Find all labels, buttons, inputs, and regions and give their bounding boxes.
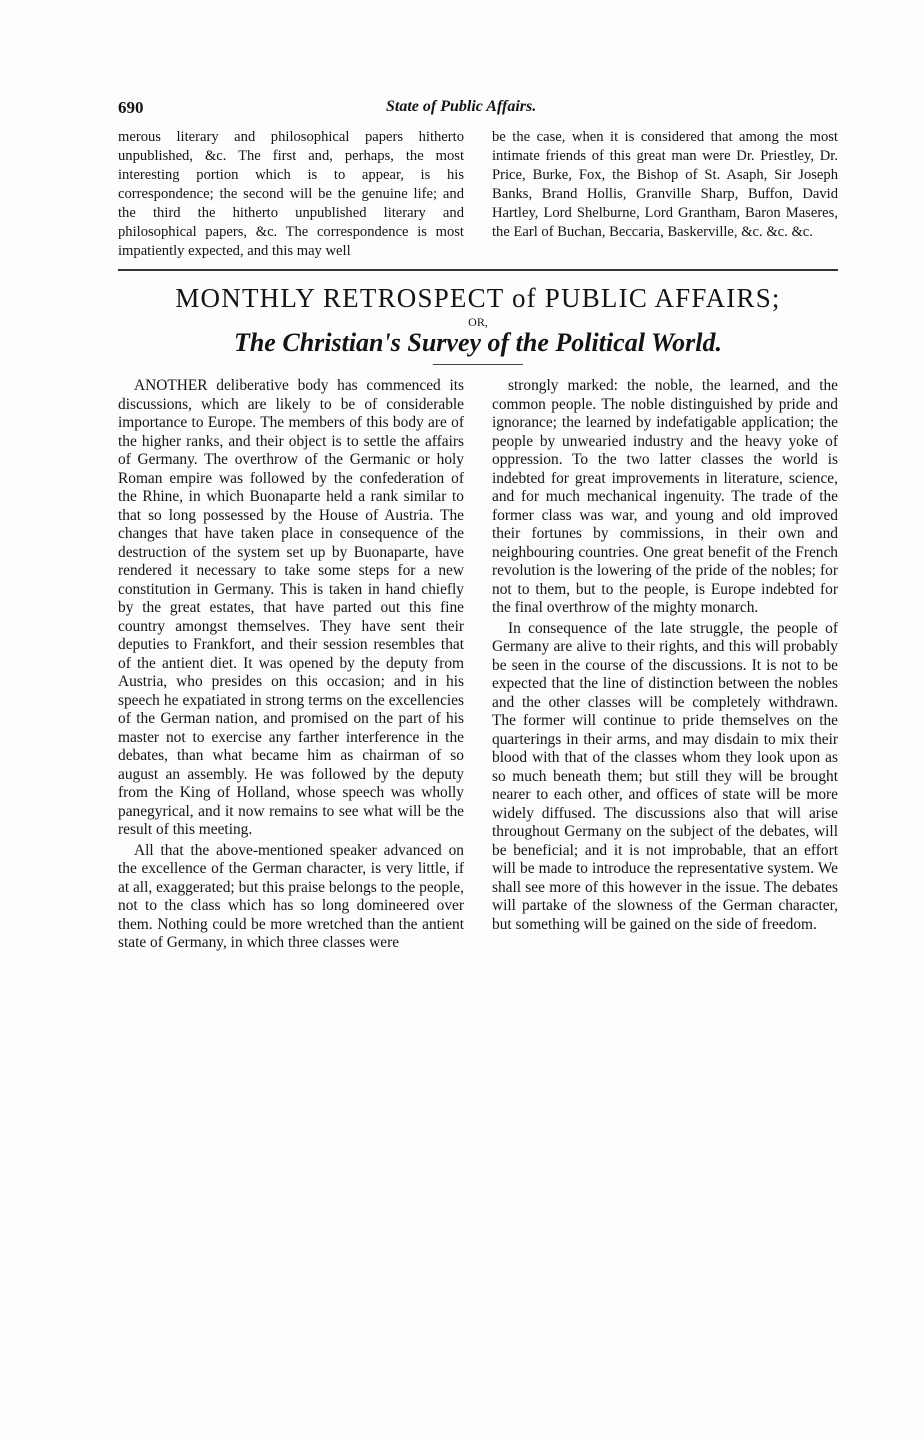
title-connector: OR, <box>468 315 488 329</box>
top-right-paragraph: be the case, when it is considered that among the most intimate friends of this great man were Dr. Priestley, Dr. Price, Burke, Fox, the Bishop of St. Asaph, Sir Joseph Banks, Brand Hollis, Granville Sharp, Buffon, David Hartley, Lord Shelburne, Lord Grantham, Baron Maseres, the Earl of Buchan, Beccaria, Baskerville, &c. &c. &c. <box>492 129 838 240</box>
article-paragraph: All that the above-mentioned speaker advanced on the excellence of the German character, is very little, if at all, exaggerated; but this praise belongs to the people, not to the class which has so long domineered over them. Nothing could be more wretched than the antient state of Germany, in which three classes were <box>118 841 464 951</box>
section-subtitle: The Christian's Survey of the Political World. <box>233 328 723 357</box>
top-section <box>118 128 838 261</box>
top-left-column <box>118 128 464 261</box>
running-title: State of Public Affairs. <box>386 98 537 115</box>
article-left-column <box>118 377 464 953</box>
article-paragraph: strongly marked: the noble, the learned, and the common people. The noble distinguished by pride and ignorance; the learned by indefatigable application; the people by unwearied industry and the heavy yoke of oppression. To the two latter classes the world is indebted for great improvements in literature, science, and for much mechanical ingenuity. The trade of the former class was war, and young and old improved their fortunes by commissions, in their own and neighbouring countries. One great benefit of the French revolution is the lowering of the pride of the nobles; for not to them, but to the people, is Europe indebted for the final overthrow of the mighty monarch. <box>492 377 838 616</box>
top-left-paragraph: merous literary and philosophical papers hitherto unpublished, &c. The first and, perhaps, the most interesting portion which is to appear, is his correspondence; the second will be the genuine life; and the third the hitherto unpublished literary and philosophical papers, &c. The correspondence is most impatiently expected, and this may well <box>118 129 464 259</box>
page-number: 690 <box>118 98 144 117</box>
article-paragraph: ANOTHER deliberative body has commenced its discussions, which are likely to be of considerable importance to Europe. The members of this body are of the higher ranks, and their object is to settle the affairs of Germany. The overthrow of the Germanic or holy Roman empire was followed by the confederation of the Rhine, in which Buonaparte held a rank similar to that so long possessed by the House of Austria. The changes that have taken place in consequence of the destruction of the system set up by Buonaparte, have rendered it necessary to take some steps for a new constitution in Germany. This is taken in hand chiefly by the great estates, that have parted out this fine country amongst themselves. They have sent their deputies to Frankfort, and their session resembles that of the antient diet. It was opened by the deputy from Austria, who presides on this occasion; and in his speech he expatiated in strong terms on the excellencies of the German nation, and promised on the part of his master not to exercise any farther interference in the debates, than what became him as chairman of so august an assembly. He was followed by the deputy from the King of Holland, whose speech was wholly panegyrical, and it now remains to see what will be the result of this meeting. <box>118 377 464 838</box>
top-right-column <box>492 128 838 261</box>
section-title: MONTHLY RETROSPECT of PUBLIC AFFAIRS; <box>175 283 781 313</box>
article-body <box>118 377 838 953</box>
section-divider <box>118 269 838 271</box>
running-head <box>118 98 838 124</box>
title-rule <box>433 364 523 365</box>
article-right-column <box>492 377 838 953</box>
article-paragraph: In consequence of the late struggle, the people of Germany are alive to their rights, and this will probably be seen in the course of the discussions. It is not to be expected that the line of distinction between the nobles and the other classes will be completely withdrawn. The former will continue to pride themselves on the quarterings in their arms, and may disdain to mix their blood with that of the classes whom they look upon as so much beneath them; but still they will be brought nearer to each other, and offices of state will be more widely diffused. The discussions also that will arise throughout Germany on the subject of the debates, will be beneficial; and it is not improbable, that an effort will be made to introduce the representative system. We shall see more of this however in the issue. The debates will partake of the slowness of the German character, but something will be gained on the side of freedom. <box>492 619 838 933</box>
book-page <box>118 98 838 953</box>
